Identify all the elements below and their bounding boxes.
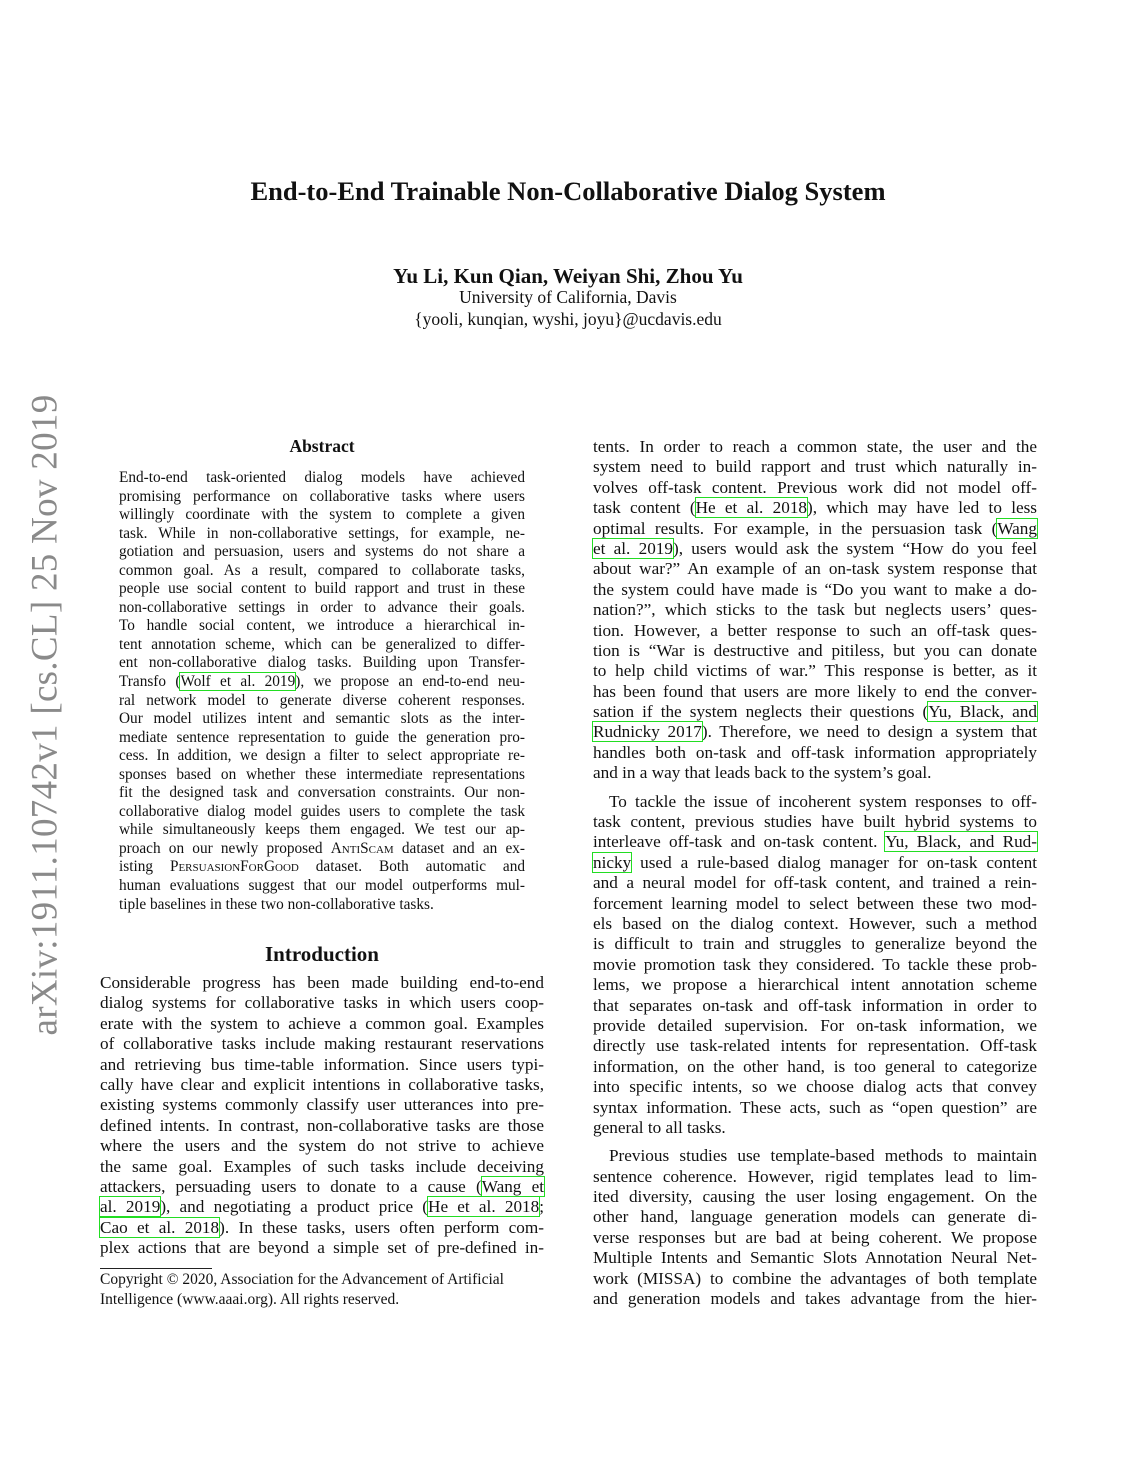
text-line: lems, we propose a hierarchical intent annotation scheme <box>593 975 1037 995</box>
text-line: has been found that users are more likely to end the conver- <box>593 681 1037 701</box>
affiliation: University of California, Davis <box>459 287 677 307</box>
text-line: isting PersuasionForGood dataset. Both automatic and <box>119 858 525 876</box>
citation-link[interactable]: Wang et <box>481 1176 544 1196</box>
text-line: cess. In addition, we design a filter to select appropriate re- <box>119 747 525 765</box>
text-line: optimal results. For example, in the persuasion task (Wang <box>593 518 1037 538</box>
text-line: tion is “War is destructive and pitiless, but you can donate <box>593 640 1037 660</box>
citation-link[interactable]: al. 2019 <box>100 1197 161 1217</box>
text-line: information, on the other hand, is too general to categorize <box>593 1056 1037 1076</box>
text-line: proach on our newly proposed AntiScam dataset and an ex- <box>119 839 526 857</box>
text-line: Previous studies use template-based methods to maintain <box>609 1146 1037 1166</box>
text-line: people use social content to build rapport and trust in these <box>119 580 525 598</box>
paragraph <box>593 437 1037 784</box>
text-line: system need to build rapport and trust which naturally in- <box>593 457 1037 477</box>
footnote-rule <box>100 1268 212 1269</box>
author-emails: {yooli, kunqian, wyshi, joyu}@ucdavis.edu <box>414 309 722 329</box>
citation-link[interactable]: Cao et al. 2018 <box>100 1217 220 1237</box>
text-line: cally have clear and explicit intentions in collaborative tasks, <box>100 1074 544 1094</box>
text-line: tents. In order to reach a common state, the user and the <box>593 437 1037 456</box>
text-line: volves off-task content. Previous work did not model off- <box>593 477 1037 497</box>
citation-link[interactable]: He et al. 2018 <box>428 1197 540 1217</box>
text-line: existing systems commonly classify user utterances into pre- <box>100 1095 544 1115</box>
text-line: els based on the dialog context. However, such a method <box>593 913 1037 933</box>
text-line: Cao et al. 2018). In these tasks, users often perform com- <box>100 1217 544 1237</box>
text-line: et al. 2019), users would ask the system “How do you feel <box>593 538 1037 558</box>
text-line: to help child victims of war.” This response is better, as it <box>593 661 1037 681</box>
text-line: sation if the system neglects their questions (Yu, Black, and <box>593 702 1037 722</box>
citation-link[interactable]: Yu, Black, and Rud- <box>885 832 1037 852</box>
text-line: of collaborative tasks include making restaurant reservations <box>100 1034 544 1054</box>
text-line: sponses based on whether these intermediate representations <box>119 765 525 783</box>
citation-link[interactable]: He et al. 2018 <box>695 498 808 518</box>
text-line: directly use task-related intents for representation. Off-task <box>593 1036 1037 1056</box>
paragraph <box>119 469 525 914</box>
introduction-left-column <box>100 973 544 1266</box>
text-line: and in a way that leads back to the system’s goal. <box>593 763 932 783</box>
paragraph <box>593 792 1037 1139</box>
citation-link[interactable]: Wang <box>997 518 1037 538</box>
text-line: ited diversity, causing the user losing engagement. On the <box>593 1187 1037 1207</box>
text-line: the same goal. Examples of such tasks include deceiving <box>100 1156 544 1176</box>
text-line: into specific intents, so we choose dialog acts that convey <box>593 1077 1037 1097</box>
citation-link[interactable]: et al. 2019 <box>593 538 673 558</box>
text-line: handles both on-task and off-task information appropriately <box>593 742 1037 762</box>
text-line: To tackle the issue of incoherent system responses to off- <box>609 791 1037 811</box>
text-line: nicky used a rule-based dialog manager for on-task content <box>593 852 1037 872</box>
dataset-name: AntiScam <box>330 839 394 857</box>
text-line: that separates on-task and off-task information in order to <box>593 995 1037 1015</box>
text-line: End-to-end task-oriented dialog models have achieved <box>119 469 525 486</box>
text-line: Transfo (Wolf et al. 2019), we propose an end-to-end neu- <box>119 673 525 691</box>
citation-link[interactable]: nicky <box>593 852 632 872</box>
text-line: forcement learning model to select between these two mod- <box>593 893 1037 913</box>
text-line: dialog systems for collaborative tasks in which users coop- <box>100 993 544 1013</box>
paragraph <box>593 1146 1037 1309</box>
text-line: promising performance on collaborative tasks where users <box>119 487 525 505</box>
text-line: syntax information. These acts, such as “open question” are <box>593 1097 1037 1117</box>
text-line: tion. However, a better response to such an off-task ques- <box>593 620 1037 640</box>
text-line: collaborative dialog model guides users to complete the task <box>119 802 525 820</box>
text-line: sentence coherence. However, rigid templates lead to lim- <box>593 1166 1037 1186</box>
copyright-notice <box>100 1270 544 1309</box>
paragraph <box>100 973 544 1258</box>
text-line: nation?”, which sticks to the task but neglects users’ ques- <box>593 600 1037 620</box>
introduction-right-column <box>593 437 1037 1317</box>
text-line: task content, previous studies have built hybrid systems to <box>593 812 1037 832</box>
text-line: defined intents. In contrast, non-collaborative tasks are those <box>100 1115 544 1135</box>
text-line: ent non-collaborative dialog tasks. Building upon Transfer- <box>119 654 525 672</box>
text-line: work (MISSA) to combine the advantages of both template <box>593 1268 1037 1288</box>
copyright-line: Intelligence (www.aaai.org). All rights reserved. <box>100 1290 400 1308</box>
abstract-body <box>119 469 525 922</box>
text-line: and generation models and takes advantage from the hier- <box>593 1289 1037 1309</box>
text-line: tent annotation scheme, which can be generalized to differ- <box>119 635 525 653</box>
text-line: the system could have made is “Do you want to make a do- <box>593 579 1037 599</box>
dataset-name: PersuasionForGood <box>169 858 299 876</box>
text-line: fit the designed task and conversation constraints. Our non- <box>119 784 525 802</box>
text-line: and retrieving bus time-table information. Since users typi- <box>100 1054 544 1074</box>
text-line: while simultaneously keeps them engaged. We test our ap- <box>119 821 525 839</box>
text-line: ral network model to generate diverse coherent responses. <box>119 691 525 709</box>
copyright-line: Copyright © 2020, Association for the Advancement of Artificial <box>100 1271 504 1288</box>
text-line: task content (He et al. 2018), which may have led to less <box>593 498 1037 518</box>
text-line: about war?” An example of an on-task system response that <box>593 559 1037 579</box>
text-line: general to all tasks. <box>593 1117 726 1137</box>
text-line: and a neural model for off-task content, and trained a rein- <box>593 873 1037 893</box>
paper-title: End-to-End Trainable Non-Collaborative Dialog System <box>250 176 886 206</box>
citation-link[interactable]: Wolf et al. 2019 <box>180 673 296 691</box>
text-line: provide detailed supervision. For on-task information, we <box>593 1015 1037 1035</box>
text-line: willingly coordinate with the system to complete a given <box>119 506 525 524</box>
text-line: Our model utilizes intent and semantic slots as the inter- <box>119 710 525 728</box>
text-line: task. While in non-collaborative settings, for example, ne- <box>119 524 525 542</box>
arxiv-identifier-stamp: arXiv:1911.10742v1 [cs.CL] 25 Nov 2019 <box>24 394 66 1036</box>
citation-link[interactable]: Yu, Black, and <box>928 702 1037 722</box>
text-line: plex actions that are beyond a simple set of pre-defined in- <box>100 1238 544 1258</box>
author-list: Yu Li, Kun Qian, Weiyan Shi, Zhou Yu <box>393 264 743 288</box>
text-line: interleave off-task and on-task content. Yu, Black, and Rud- <box>593 832 1037 852</box>
text-line: attackers, persuading users to donate to a cause (Wang et <box>100 1176 544 1196</box>
text-line: erate with the system to achieve a common goal. Examples <box>100 1013 544 1033</box>
abstract-heading: Abstract <box>289 436 355 456</box>
text-line: To handle social content, we introduce a hierarchical in- <box>119 617 525 635</box>
text-line: verse responses but are bad at being coherent. We propose <box>593 1227 1037 1247</box>
text-line: Considerable progress has been made building end-to-end <box>100 973 544 992</box>
text-line: other hand, language generation models can generate di- <box>593 1207 1037 1227</box>
text-line: Rudnicky 2017). Therefore, we need to design a system that <box>593 722 1038 742</box>
text-line: is difficult to train and struggles to generalize beyond the <box>593 934 1037 954</box>
text-line: gotiation and persuasion, users and systems do not share a <box>119 543 525 561</box>
text-line: mediate sentence representation to guide the generation pro- <box>119 728 525 746</box>
text-line: al. 2019), and negotiating a product price (He et al. 2018; <box>100 1197 545 1217</box>
text-line: where the users and the system do not strive to achieve <box>100 1136 544 1156</box>
text-line: tiple baselines in these two non-collaborative tasks. <box>119 895 434 913</box>
text-line: Multiple Intents and Semantic Slots Annotation Neural Net- <box>593 1248 1037 1268</box>
text-line: movie promotion task they considered. To tackle these prob- <box>593 954 1037 974</box>
text-line: non-collaborative settings in order to advance their goals. <box>119 598 525 616</box>
introduction-heading: Introduction <box>265 942 379 966</box>
text-line: human evaluations suggest that our model outperforms mul- <box>119 877 525 895</box>
text-line: common goal. As a result, compared to collaborate tasks, <box>119 561 525 579</box>
citation-link[interactable]: Rudnicky 2017 <box>593 722 702 742</box>
